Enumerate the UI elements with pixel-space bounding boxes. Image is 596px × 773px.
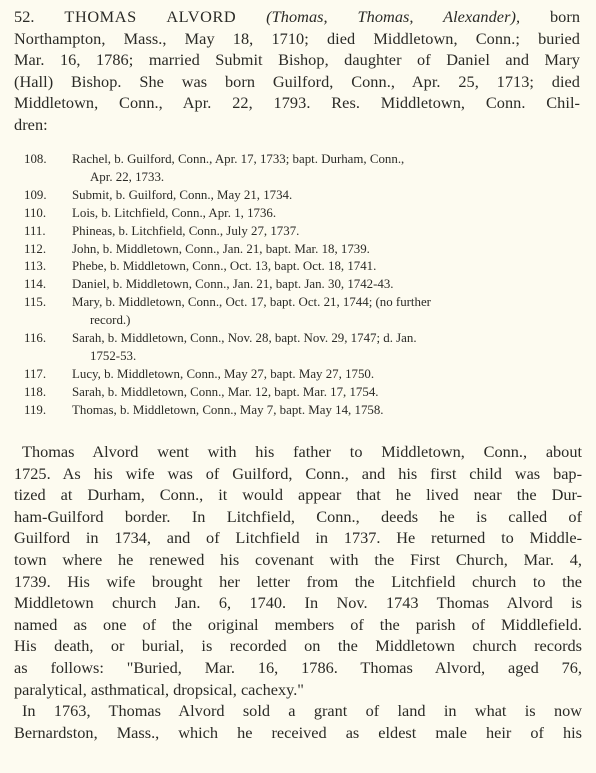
list-item [18, 205, 580, 223]
entry-parentage: (Thomas, Thomas, Alexander), [266, 7, 521, 26]
child-text: Submit, b. Guilford, Conn., May 21, 1734. [72, 187, 293, 202]
paragraph-line: town where he renewed his covenant with the First Church, Mar. 4, [14, 549, 582, 569]
entry-number: 52. [14, 7, 35, 26]
list-item [18, 384, 580, 402]
paragraph-line: ham-Guilford border. In Litchfield, Conn., deeds he is called of [14, 506, 582, 526]
list-item [18, 258, 580, 276]
child-text: Daniel, b. Middletown, Conn., Jan. 21, bapt. Jan. 30, 1742-43. [72, 277, 394, 292]
child-text-continued: 1752-53. [90, 348, 137, 363]
child-text: Mary, b. Middletown, Conn., Oct. 17, bapt. Oct. 21, 1744; (no further [72, 295, 431, 310]
entry-line: (Hall) Bishop. She was born Guilford, Conn., Apr. 25, 1713; died [14, 71, 580, 91]
list-item [18, 241, 580, 259]
paragraph-line: Guilford in 1734, and of Litchfield in 1737. He returned to Middle- [14, 528, 582, 548]
child-number: 110. [24, 205, 47, 220]
child-text: Rachel, b. Guilford, Conn., Apr. 17, 1733; bapt. Durham, Conn., [72, 152, 405, 166]
paragraph [14, 441, 582, 700]
entry-name: THOMAS ALVORD [64, 7, 237, 26]
paragraph-line: Thomas Alvord went with his father to Middletown, Conn., about [22, 442, 582, 461]
list-item [18, 223, 580, 241]
paragraph-line: 1739. His wife brought her letter from the Litchfield church to the [14, 571, 582, 591]
paragraph-line: paralytical, asthmatical, dropsical, cachexy." [14, 679, 304, 699]
entry-first-line [14, 6, 580, 28]
children-list [18, 151, 580, 420]
child-number: 116. [24, 331, 47, 346]
child-number: 114. [24, 277, 47, 292]
child-text: Phebe, b. Middletown, Conn., Oct. 13, bapt. Oct. 18, 1741. [72, 259, 377, 274]
child-number: 112. [24, 241, 47, 256]
child-text-continued: record.) [90, 313, 131, 328]
paragraph-line: Bernardston, Mass., which he received as eldest male heir of his [14, 722, 582, 742]
child-text-continued: Apr. 22, 1733. [90, 169, 165, 184]
child-text: Sarah, b. Middletown, Conn., Mar. 12, bapt. Mar. 17, 1754. [72, 384, 379, 399]
paragraph-line: Middletown church Jan. 6, 1740. In Nov. 1743 Thomas Alvord is [14, 593, 582, 613]
child-text: Phineas, b. Litchfield, Conn., July 27, 1737. [72, 223, 300, 238]
child-number: 118. [24, 384, 47, 399]
list-item [18, 330, 580, 366]
child-number: 111. [24, 223, 46, 238]
paragraph-line: His death, or burial, is recorded on the Middletown church records [14, 636, 582, 656]
entry-line: Northampton, Mass., May 18, 1710; died Middletown, Conn.; buried [14, 28, 580, 48]
child-number: 108. [24, 152, 47, 166]
paragraph-line: named as one of the original members of the parish of Middlefield. [14, 614, 582, 634]
child-number: 117. [24, 366, 47, 381]
entry-line: Mar. 16, 1786; married Submit Bishop, daughter of Daniel and Mary [14, 50, 580, 70]
child-number: 109. [24, 187, 47, 202]
child-number: 119. [24, 402, 47, 417]
list-item [18, 151, 580, 187]
child-number: 115. [24, 295, 47, 310]
child-text: Lucy, b. Middletown, Conn., May 27, bapt. May 27, 1750. [72, 366, 375, 381]
list-item [18, 402, 580, 420]
child-text: Sarah, b. Middletown, Conn., Nov. 28, bapt. Nov. 29, 1747; d. Jan. [72, 331, 417, 346]
paragraph-line: tized at Durham, Conn., it would appear that he lived near the Dur- [14, 485, 582, 505]
entry-line: dren: [14, 114, 48, 134]
paragraph-line: In 1763, Thomas Alvord sold a grant of land in what is now [22, 701, 582, 721]
narrative-text [14, 441, 582, 743]
child-text: Lois, b. Litchfield, Conn., Apr. 1, 1736. [72, 205, 277, 220]
list-item [18, 366, 580, 384]
child-text: John, b. Middletown, Conn., Jan. 21, bapt. Mar. 18, 1739. [72, 241, 370, 256]
paragraph-line: 1725. As his wife was of Guilford, Conn., and his first child was bap- [14, 463, 582, 483]
list-item [18, 294, 580, 330]
child-text: Thomas, b. Middletown, Conn., May 7, bapt. May 14, 1758. [72, 402, 384, 417]
list-item [18, 276, 580, 294]
entry-line: Middletown, Conn., Apr. 22, 1793. Res. Middletown, Conn. Chil- [14, 93, 580, 113]
entry-header [14, 6, 580, 136]
paragraph [14, 700, 582, 743]
list-item [18, 187, 580, 205]
paragraph-line: as follows: "Buried, Mar. 16, 1786. Thomas Alvord, aged 76, [14, 657, 582, 677]
entry-line: born [549, 7, 581, 26]
child-number: 113. [24, 259, 47, 274]
